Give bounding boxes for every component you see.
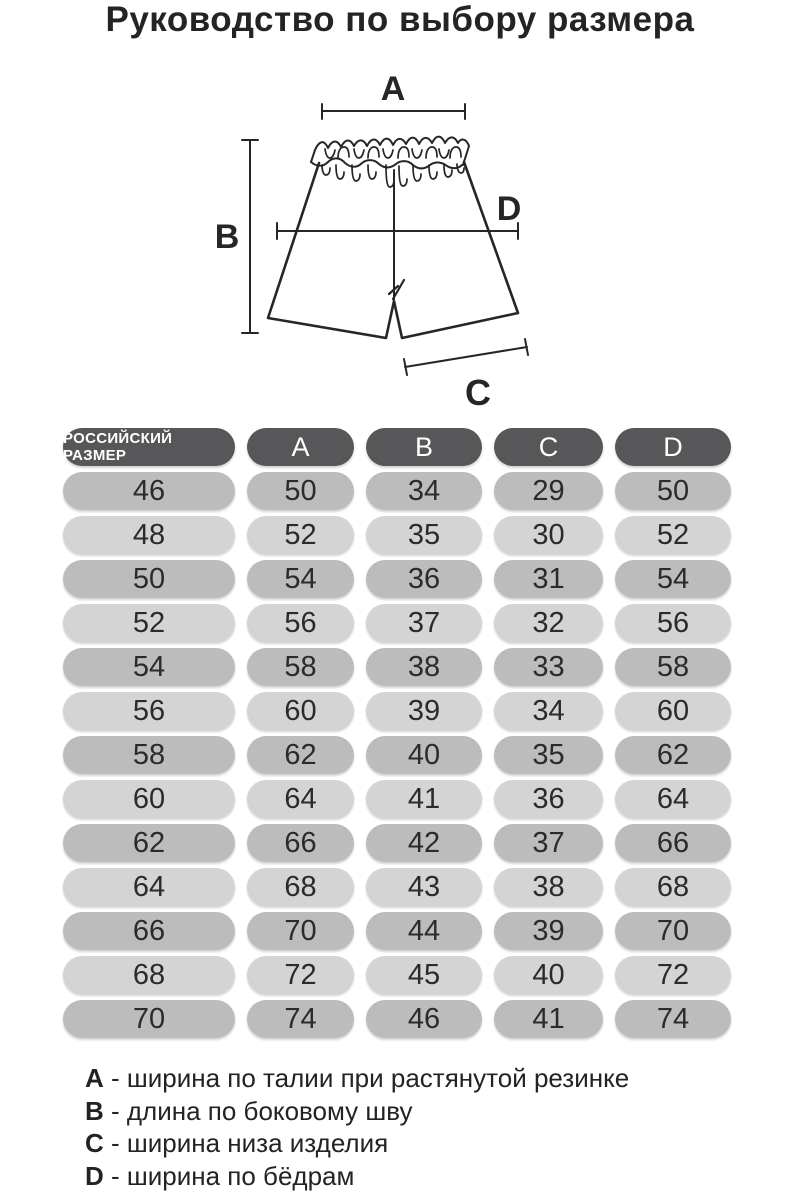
value-cell: 58 <box>247 648 354 686</box>
header-d: D <box>615 428 731 466</box>
value-cell: 56 <box>615 604 731 642</box>
legend-letter: B <box>85 1095 104 1126</box>
value-cell: 32 <box>494 604 603 642</box>
shorts-fly-slash <box>389 280 404 299</box>
legend-letter: D <box>85 1160 104 1191</box>
size-table <box>63 428 731 1038</box>
measure-line-b <box>242 140 258 333</box>
value-cell: 54 <box>247 560 354 598</box>
measure-line-d <box>277 223 518 239</box>
value-cell: 40 <box>366 736 482 774</box>
value-cell: 64 <box>247 780 354 818</box>
page-title: Руководство по выбору размера <box>105 0 695 39</box>
size-cell: 54 <box>63 648 235 686</box>
size-cell: 62 <box>63 824 235 862</box>
value-cell: 35 <box>494 736 603 774</box>
value-cell: 74 <box>247 1000 354 1038</box>
value-cell: 34 <box>494 692 603 730</box>
value-cell: 62 <box>615 736 731 774</box>
value-cell: 70 <box>247 912 354 950</box>
size-cell: 64 <box>63 868 235 906</box>
size-cell: 52 <box>63 604 235 642</box>
measure-label-a: A <box>380 70 406 108</box>
legend-item-c <box>85 1127 629 1160</box>
size-cell: 48 <box>63 516 235 554</box>
value-cell: 43 <box>366 868 482 906</box>
value-cell: 39 <box>494 912 603 950</box>
measure-line-c <box>404 339 528 375</box>
value-cell: 31 <box>494 560 603 598</box>
value-cell: 54 <box>615 560 731 598</box>
legend-letter: A <box>85 1063 104 1093</box>
value-cell: 52 <box>615 516 731 554</box>
value-cell: 68 <box>247 868 354 906</box>
size-cell: 50 <box>63 560 235 598</box>
value-cell: 41 <box>494 1000 603 1038</box>
value-cell: 56 <box>247 604 354 642</box>
value-cell: 37 <box>494 824 603 862</box>
value-cell: 62 <box>247 736 354 774</box>
shorts-measurement-diagram <box>200 55 545 410</box>
value-cell: 64 <box>615 780 731 818</box>
legend-letter: C <box>85 1128 104 1158</box>
value-cell: 38 <box>494 868 603 906</box>
value-cell: 60 <box>247 692 354 730</box>
value-cell: 66 <box>247 824 354 862</box>
size-cell: 58 <box>63 736 235 774</box>
measure-label-c: C <box>465 372 491 410</box>
value-cell: 44 <box>366 912 482 950</box>
header-a: A <box>247 428 354 466</box>
value-cell: 72 <box>615 956 731 994</box>
value-cell: 41 <box>366 780 482 818</box>
legend-text: - ширина по бёдрам <box>103 1160 355 1191</box>
value-cell: 30 <box>494 516 603 554</box>
size-cell: 56 <box>63 692 235 730</box>
measure-label-d: D <box>496 190 522 228</box>
size-cell: 66 <box>63 912 235 950</box>
value-cell: 68 <box>615 868 731 906</box>
value-cell: 60 <box>615 692 731 730</box>
legend-text: - ширина низа изделия <box>103 1128 389 1158</box>
value-cell: 46 <box>366 1000 482 1038</box>
value-cell: 50 <box>247 472 354 510</box>
legend-item-a <box>85 1062 629 1095</box>
value-cell: 58 <box>615 648 731 686</box>
value-cell: 34 <box>366 472 482 510</box>
measurement-legend <box>85 1062 629 1192</box>
measure-label-b: B <box>214 218 240 256</box>
size-cell: 68 <box>63 956 235 994</box>
value-cell: 70 <box>615 912 731 950</box>
value-cell: 72 <box>247 956 354 994</box>
header-russian-size: РОССИЙСКИЙ РАЗМЕР <box>63 428 235 466</box>
value-cell: 36 <box>494 780 603 818</box>
legend-item-b <box>85 1095 629 1128</box>
value-cell: 37 <box>366 604 482 642</box>
value-cell: 29 <box>494 472 603 510</box>
size-cell: 70 <box>63 1000 235 1038</box>
legend-text: - ширина по талии при растянутой резинке <box>103 1063 630 1093</box>
value-cell: 45 <box>366 956 482 994</box>
header-c: C <box>494 428 603 466</box>
value-cell: 50 <box>615 472 731 510</box>
value-cell: 35 <box>366 516 482 554</box>
value-cell: 42 <box>366 824 482 862</box>
value-cell: 74 <box>615 1000 731 1038</box>
size-cell: 60 <box>63 780 235 818</box>
value-cell: 38 <box>366 648 482 686</box>
value-cell: 36 <box>366 560 482 598</box>
value-cell: 52 <box>247 516 354 554</box>
legend-text: - длина по боковому шву <box>103 1095 413 1126</box>
value-cell: 40 <box>494 956 603 994</box>
value-cell: 66 <box>615 824 731 862</box>
value-cell: 39 <box>366 692 482 730</box>
legend-item-d <box>85 1160 629 1193</box>
header-b: B <box>366 428 482 466</box>
size-cell: 46 <box>63 472 235 510</box>
value-cell: 33 <box>494 648 603 686</box>
